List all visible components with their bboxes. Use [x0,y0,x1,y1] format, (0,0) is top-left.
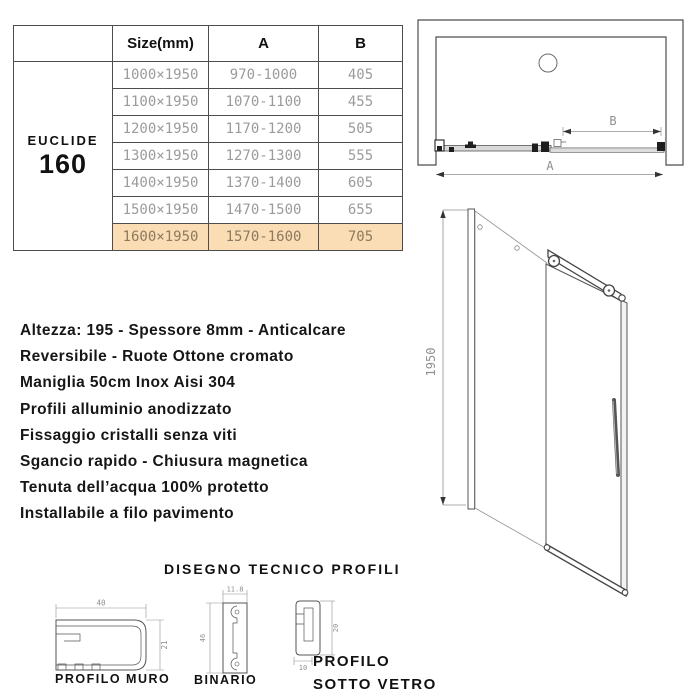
cell-size: 1000×1950 [113,62,209,89]
profile-sotto-vetro-label-2: SOTTO VETRO [313,676,437,693]
wall-outline [418,20,683,165]
feature-line: Maniglia 50cm Inox Aisi 304 [20,374,236,392]
feature-line: Tenuta dell’acqua 100% protetto [20,479,269,497]
rail-end-bracket [619,295,625,301]
table-corner-cell [14,26,113,62]
product-name-cell [14,62,113,251]
front-view-drawing [418,192,658,670]
dim-height-label: 1950 [424,347,438,377]
wall-profile [468,209,475,509]
feature-line: Altezza: 195 - Spessore 8mm - Anticalcare [20,322,346,339]
cell-a: 1170-1200 [209,116,319,143]
fixed-panel [475,211,547,549]
profile-outline [296,601,320,655]
cell-size: 1100×1950 [113,89,209,116]
dim-width-label: 11.8 [226,585,244,594]
feature-line: Profili alluminio anodizzato [20,400,232,418]
size-table [13,25,403,251]
cell-b: 655 [319,197,403,224]
dim-width-label: 10 [298,664,308,672]
profile-muro-drawing [38,596,173,676]
glass-hole [478,225,483,230]
profile-outline [56,620,146,670]
dim-width-label: 40 [96,598,106,608]
cell-b: 405 [319,62,403,89]
table-row [14,62,403,89]
cell-a: 1070-1100 [209,89,319,116]
product-name: EUCLIDE [27,132,99,148]
top-view-drawing [408,12,698,190]
dim-height [424,210,470,505]
glass-hole [515,246,520,251]
cell-a: 1370-1400 [209,170,319,197]
col-header-b: B [319,26,403,62]
profile-muro-label: PROFILO MURO [55,672,171,686]
dim-height-label: 21 [160,640,169,650]
profile-binario-label: BINARIO [194,673,258,687]
cell-size: 1400×1950 [113,170,209,197]
feature-line: Fissaggio cristalli senza viti [20,426,238,444]
col-header-a: A [209,26,319,62]
dim-a [436,159,663,177]
col-header-size: Size(mm) [113,26,209,62]
profile-binario-drawing [193,583,263,683]
table-header-row [14,26,403,62]
profile-sotto-vetro-label-1: PROFILO [313,653,391,670]
dim-b [563,114,661,136]
dim-a-label: A [546,159,554,173]
cell-b: 555 [319,143,403,170]
cell-size: 1200×1950 [113,116,209,143]
door-edge-profile [621,300,627,595]
cell-size: 1300×1950 [113,143,209,170]
product-model: 160 [38,148,88,179]
cell-size: 1600×1950 [113,224,209,251]
cell-size: 1500×1950 [113,197,209,224]
cell-b: 505 [319,116,403,143]
cell-b: 605 [319,170,403,197]
dim-height-label: 20 [332,623,340,633]
cell-a: 1270-1300 [209,143,319,170]
dim-b-label: B [609,114,617,128]
cell-a: 970-1000 [209,62,319,89]
feature-list [20,318,346,528]
feature-line: Reversibile - Ruote Ottone cromato [20,348,294,366]
cell-a: 1570-1600 [209,224,319,251]
profiles-heading: DISEGNO TECNICO PROFILI [164,561,401,577]
feature-line: Installabile a filo pavimento [20,505,235,523]
profile-outline [223,603,247,673]
feature-line: Sgancio rapido - Chiusura magnetica [20,452,308,470]
cell-a: 1470-1500 [209,197,319,224]
cell-b: 455 [319,89,403,116]
drain-circle [539,54,557,72]
dim-height-label: 46 [199,633,207,643]
cell-b: 705 [319,224,403,251]
